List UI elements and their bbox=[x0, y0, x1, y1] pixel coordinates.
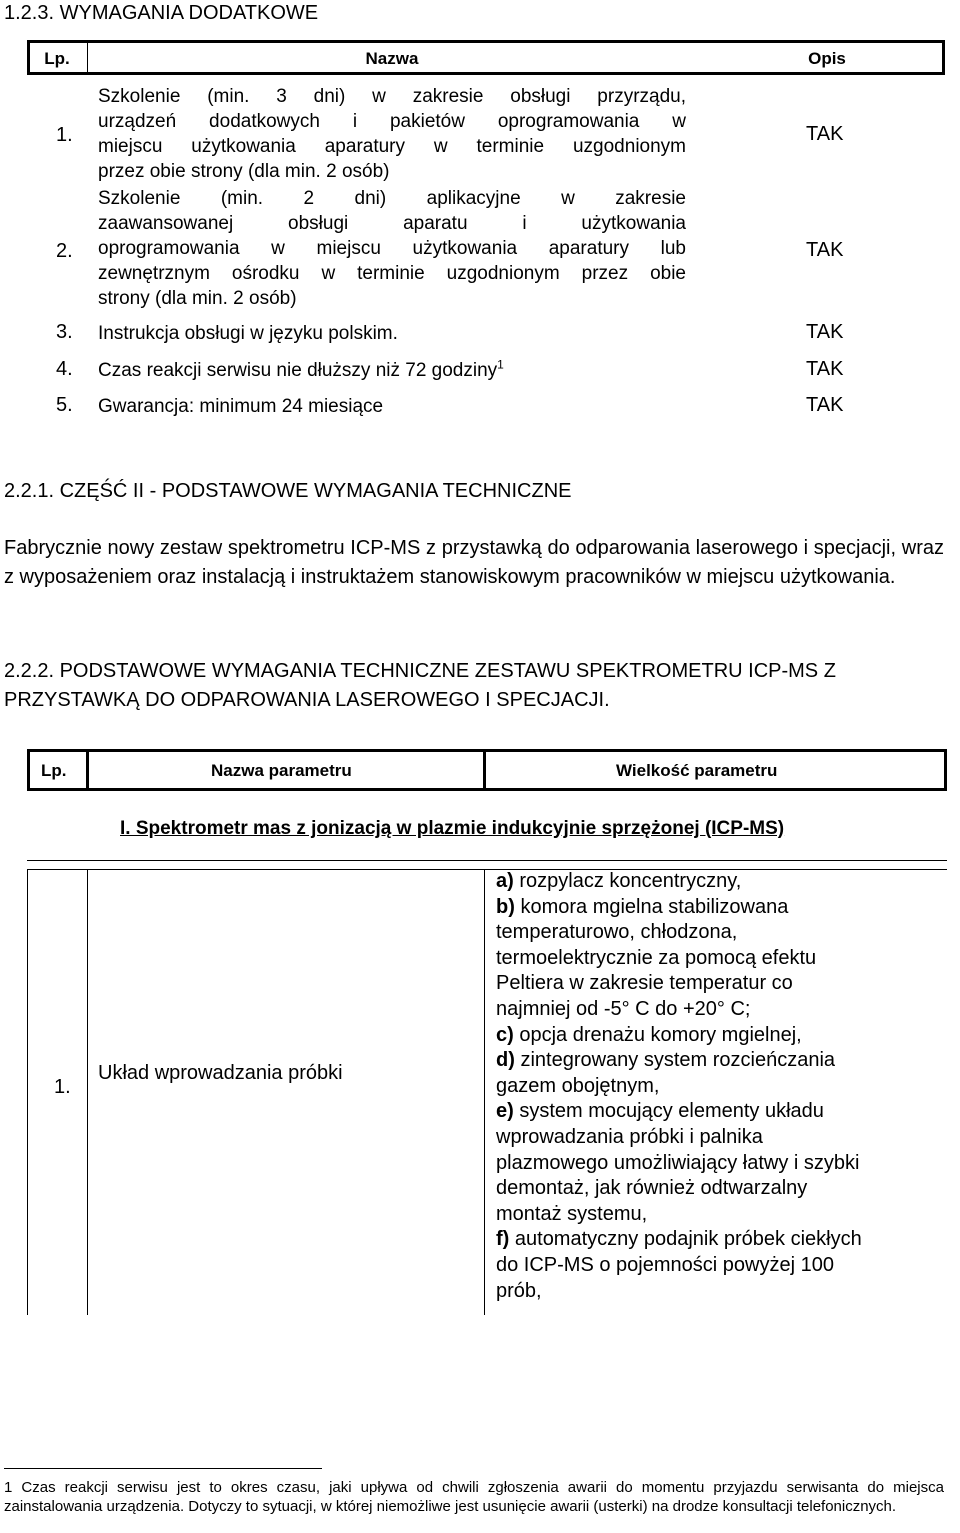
divider bbox=[484, 869, 485, 1315]
divider bbox=[483, 749, 486, 791]
parameter-line bbox=[496, 1253, 936, 1279]
table-header-border bbox=[27, 749, 947, 791]
divider bbox=[27, 860, 947, 861]
parameter-list bbox=[496, 869, 936, 1304]
item-text: wprowadzania próbki i palnika bbox=[496, 1125, 763, 1148]
item-text: demontaż, jak również odtwarzalny bbox=[496, 1177, 808, 1200]
item-letter: f) bbox=[496, 1228, 510, 1251]
footnote bbox=[4, 1479, 944, 1516]
row-lp: 1. bbox=[54, 1076, 71, 1098]
item-text: automatyczny podajnik próbek ciekłych bbox=[509, 1228, 862, 1251]
subsection-title: I. Spektrometr mas z jonizacją w plazmie indukcyjnie sprzężonej (ICP-MS) bbox=[120, 818, 785, 839]
section-title: 2.2.1. CZĘŚĆ II - PODSTAWOWE WYMAGANIA TECHNICZNE bbox=[4, 480, 572, 502]
item-text: najmniej od -5° C do +20° C; bbox=[496, 997, 751, 1020]
text-line: miejscu użytkowania aparatury w terminie uzgodnionym bbox=[98, 136, 686, 157]
item-letter: e) bbox=[496, 1100, 514, 1123]
text-line: strony (dla min. 2 osób) bbox=[98, 288, 297, 309]
parameter-line bbox=[496, 1099, 936, 1125]
section-paragraph: Fabrycznie nowy zestaw spektrometru ICP-MS z przystawką do odparowania laserowego i specjacji, wraz z wyposażeniem oraz instalacją i instruktażem stanowiskowym pracowników w miejscu użytkowania. bbox=[4, 537, 944, 588]
parameter-line bbox=[496, 869, 936, 895]
footnote-text: Czas reakcji serwisu jest to okres czasu, jaki upływa od chwili zgłoszenia awarii do momentu przyjazdu serwisanta do miejsca zainstalowania urządzenia. Dotyczy to sytuacji, w której niemożliwe jest usunięcie awarii (usterki) na drodze konsultacji telefonicznych. bbox=[4, 1479, 944, 1515]
row-text: Czas reakcji serwisu nie dłuższy niż 72 godziny bbox=[98, 360, 498, 381]
parameter-line bbox=[496, 1279, 936, 1305]
header-nazwa: Nazwa parametru bbox=[211, 761, 352, 780]
item-letter: b) bbox=[496, 895, 515, 918]
text-line: Szkolenie (min. 2 dni) aplikacyjne w zakresie bbox=[98, 188, 686, 209]
item-text: komora mgielna stabilizowana bbox=[514, 895, 789, 918]
item-text: zintegrowany system rozcieńczania bbox=[514, 1049, 836, 1072]
parameter-line bbox=[496, 920, 936, 946]
row-lp: 1. bbox=[56, 124, 73, 146]
text-line: przez obie strony (dla min. 2 osób) bbox=[98, 161, 390, 182]
text-line: urządzeń dodatkowych i pakietów oprogramowania w bbox=[98, 111, 686, 132]
item-text: termoelektrycznie za pomocą efektu bbox=[496, 946, 817, 969]
section-title: 2.2.2. PODSTAWOWE WYMAGANIA TECHNICZNE ZESTAWU SPEKTROMETRU ICP-MS Z PRZYSTAWKĄ DO ODPAROWANIA LASEROWEGO I SPECJACJI. bbox=[4, 660, 836, 711]
item-text: rozpylacz koncentryczny, bbox=[513, 870, 742, 892]
parameter-line bbox=[496, 1202, 936, 1228]
item-letter: a) bbox=[496, 870, 514, 892]
row-opis: TAK bbox=[806, 358, 844, 380]
item-letter: c) bbox=[496, 1023, 514, 1046]
row-opis: TAK bbox=[806, 394, 844, 416]
parameter-line bbox=[496, 1023, 936, 1049]
parameter-line bbox=[496, 946, 936, 972]
divider bbox=[87, 40, 88, 75]
row-nazwa: Układ wprowadzania próbki bbox=[98, 1062, 343, 1084]
divider bbox=[27, 869, 28, 1315]
item-text: Peltiera w zakresie temperatur co bbox=[496, 972, 793, 995]
row-lp: 5. bbox=[56, 394, 73, 416]
parameter-line bbox=[496, 895, 936, 921]
parameters-table bbox=[27, 749, 947, 1319]
row-lp: 4. bbox=[56, 358, 73, 380]
header-opis: Opis bbox=[808, 49, 846, 68]
text-line: zaawansowanej obsługi aparatu i użytkowania bbox=[98, 213, 686, 234]
row-lp: 2. bbox=[56, 240, 73, 262]
row-opis: TAK bbox=[806, 239, 844, 261]
header-wielkosc: Wielkość parametru bbox=[616, 761, 778, 780]
row-opis: TAK bbox=[806, 321, 844, 343]
row-description: Instrukcja obsługi w języku polskim. bbox=[98, 323, 398, 344]
parameter-line bbox=[496, 1074, 936, 1100]
row-description bbox=[98, 358, 698, 383]
parameter-line bbox=[496, 1048, 936, 1074]
footnote-divider bbox=[4, 1468, 322, 1469]
parameter-line bbox=[496, 997, 936, 1023]
text-line: zewnętrznym ośrodku w terminie uzgodnionym przez obie bbox=[98, 263, 686, 284]
footnote-marker: 1 bbox=[4, 1479, 13, 1496]
row-lp: 3. bbox=[56, 321, 73, 343]
text-line: Szkolenie (min. 3 dni) w zakresie obsługi przyrządu, bbox=[98, 86, 686, 107]
item-text: do ICP-MS o pojemności powyżej 100 bbox=[496, 1253, 834, 1276]
section-title: 1.2.3. WYMAGANIA DODATKOWE bbox=[4, 2, 319, 24]
item-text: opcja drenażu komory mgielnej, bbox=[513, 1023, 802, 1046]
row-description bbox=[98, 186, 686, 311]
item-text: prób, bbox=[496, 1279, 542, 1302]
item-text: plazmowego umożliwiający łatwy i szybki bbox=[496, 1151, 860, 1174]
divider bbox=[86, 749, 89, 791]
text-line: oprogramowania w miejscu użytkowania aparatury lub bbox=[98, 238, 686, 259]
header-lp: Lp. bbox=[41, 761, 67, 780]
row-description bbox=[98, 84, 686, 184]
item-text: system mocujący elementy układu bbox=[513, 1100, 824, 1123]
parameter-line bbox=[496, 1227, 936, 1253]
divider bbox=[87, 869, 88, 1315]
header-lp: Lp. bbox=[44, 49, 70, 68]
parameter-line bbox=[496, 971, 936, 997]
parameter-line bbox=[496, 1176, 936, 1202]
parameter-line bbox=[496, 1125, 936, 1151]
item-text: temperaturowo, chłodzona, bbox=[496, 921, 738, 944]
item-text: montaż systemu, bbox=[496, 1202, 648, 1225]
row-opis: TAK bbox=[806, 123, 844, 145]
header-nazwa: Nazwa bbox=[365, 49, 419, 68]
parameter-line bbox=[496, 1151, 936, 1177]
row-description: Gwarancja: minimum 24 miesiące bbox=[98, 396, 384, 417]
requirements-table bbox=[27, 40, 947, 432]
item-text: gazem obojętnym, bbox=[496, 1074, 660, 1097]
footnote-ref[interactable]: 1 bbox=[497, 357, 504, 372]
item-letter: d) bbox=[496, 1049, 515, 1072]
